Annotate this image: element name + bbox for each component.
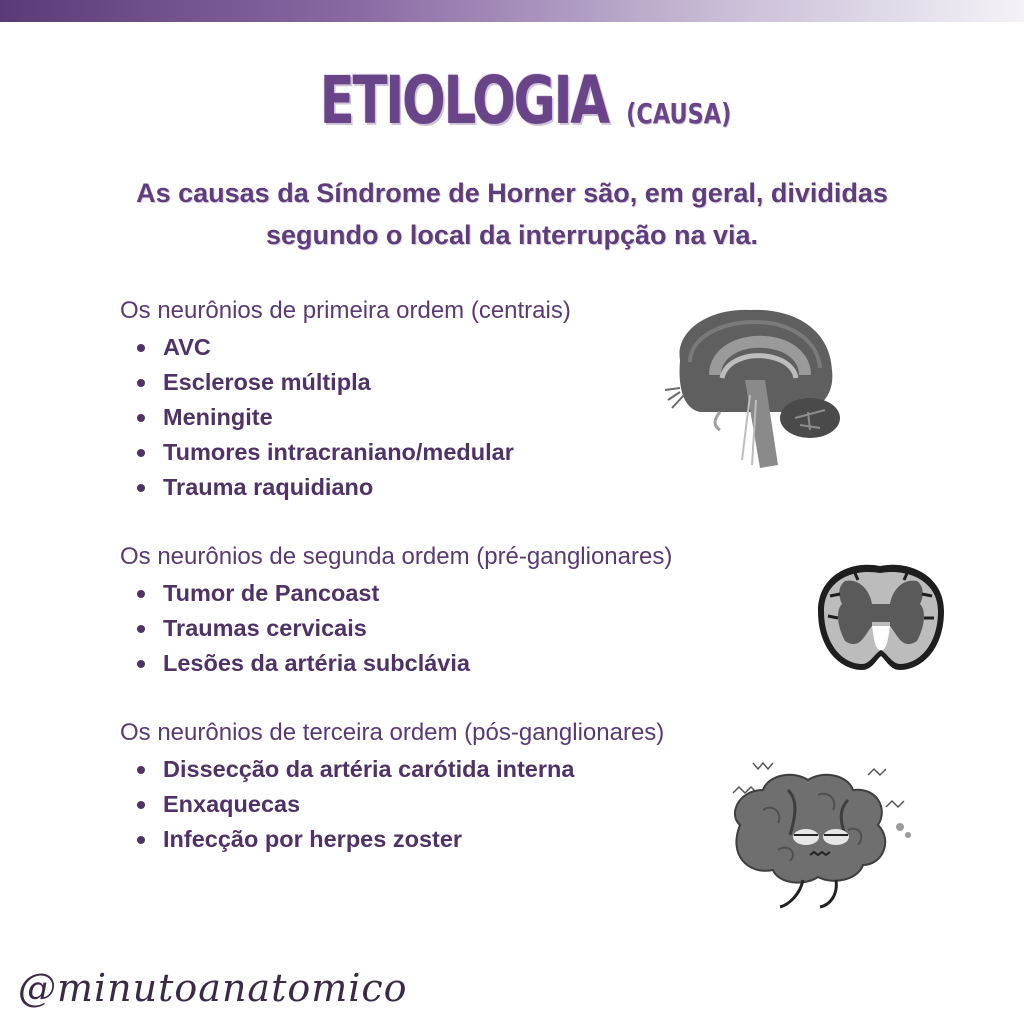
list-item-label: Lesões da artéria subclávia bbox=[163, 650, 470, 676]
section-second-order bbox=[120, 542, 672, 681]
bullet-icon bbox=[137, 625, 145, 633]
cause-list bbox=[120, 330, 571, 505]
page-title bbox=[0, 62, 1024, 139]
list-item-label: Tumores intracraniano/medular bbox=[163, 439, 514, 465]
section-heading: Os neurônios de segunda ordem (pré-ganglionares) bbox=[120, 543, 673, 570]
section-heading: Os neurônios de terceira ordem (pós-ganglionares) bbox=[120, 719, 665, 746]
bullet-icon bbox=[137, 379, 145, 387]
cause-list bbox=[120, 752, 664, 857]
list-item-label: Traumas cervicais bbox=[163, 615, 367, 641]
section-first-order bbox=[120, 296, 571, 505]
list-item bbox=[120, 822, 664, 857]
title-note: (CAUSA) bbox=[626, 97, 732, 130]
headache-brain-icon bbox=[718, 755, 928, 930]
bullet-icon bbox=[137, 836, 145, 844]
bullet-icon bbox=[137, 484, 145, 492]
list-item bbox=[120, 646, 672, 681]
intro-line-1: As causas da Síndrome de Horner são, em geral, divididas bbox=[136, 178, 888, 208]
list-item-label: Tumor de Pancoast bbox=[163, 580, 380, 606]
list-item bbox=[120, 752, 664, 787]
top-gradient-bar bbox=[0, 0, 1024, 22]
list-item bbox=[120, 365, 571, 400]
bullet-icon bbox=[137, 766, 145, 774]
spinal-cord-cross-section-icon bbox=[810, 556, 952, 674]
list-item-label: Dissecção da artéria carótida interna bbox=[163, 756, 575, 782]
list-item bbox=[120, 576, 672, 611]
bullet-icon bbox=[137, 590, 145, 598]
list-item bbox=[120, 611, 672, 646]
list-item-label: Infecção por herpes zoster bbox=[163, 826, 463, 852]
bullet-icon bbox=[137, 660, 145, 668]
intro-line-2: segundo o local da interrupção na via. bbox=[265, 220, 759, 250]
list-item-label: Enxaquecas bbox=[163, 791, 301, 817]
list-item bbox=[120, 470, 571, 505]
section-heading: Os neurônios de primeira ordem (centrais) bbox=[120, 297, 571, 324]
brain-sagittal-icon bbox=[660, 300, 850, 475]
list-item-label: Esclerose múltipla bbox=[163, 369, 371, 395]
title-main: ETIOLOGIA bbox=[319, 62, 608, 139]
list-item bbox=[120, 330, 571, 365]
list-item bbox=[120, 435, 571, 470]
intro-text bbox=[60, 172, 964, 256]
section-third-order bbox=[120, 718, 664, 857]
list-item-label: Trauma raquidiano bbox=[163, 474, 374, 500]
cause-list bbox=[120, 576, 672, 681]
list-item-label: Meningite bbox=[163, 404, 273, 430]
bullet-icon bbox=[137, 449, 145, 457]
bullet-icon bbox=[137, 344, 145, 352]
list-item bbox=[120, 400, 571, 435]
list-item bbox=[120, 787, 664, 822]
social-handle: @minutoanatomico bbox=[18, 966, 408, 1010]
list-item-label: AVC bbox=[163, 334, 211, 360]
bullet-icon bbox=[137, 801, 145, 809]
bullet-icon bbox=[137, 414, 145, 422]
